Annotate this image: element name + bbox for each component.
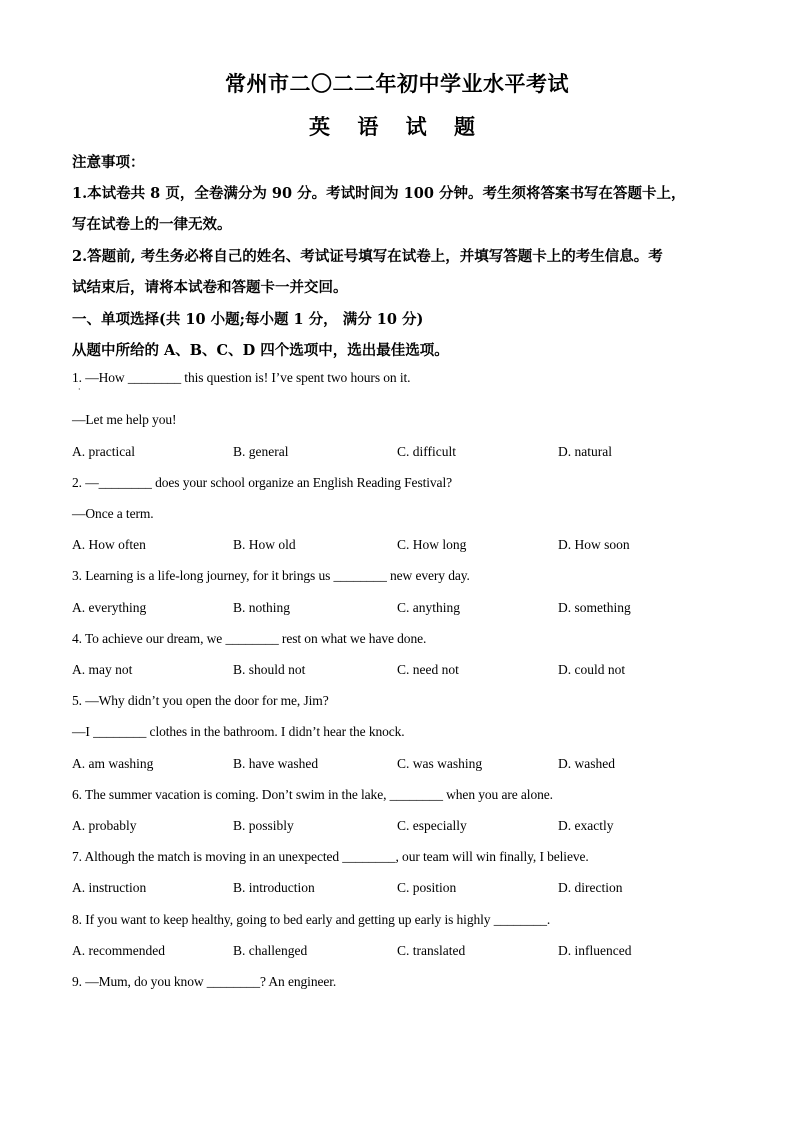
question-1-text: 1. —How ________ this question is! I’ve spent two hours on it. [72,370,411,385]
question-3-option-d: D. something [558,600,631,615]
question-4-option-d: D. could not [558,662,626,677]
question-6-option-d: D. exactly [558,818,614,833]
question-2-option-a: A. How often [72,537,146,552]
question-8-option-a: A. recommended [72,943,165,958]
question-2-reply: —Once a term. [72,506,154,521]
question-6-option-a: A. probably [72,818,137,833]
question-8-option-c: C. translated [397,943,466,958]
question-1-option-a: A. practical [72,444,135,459]
notes-item-1-line-2: 写在试卷上的一律无效。 [72,216,232,233]
question-3-option-b: B. nothing [233,600,291,615]
section-heading: 一、单项选择(共 10 小题;每小题 1 分， 满分 10 分) [72,311,424,328]
question-5-option-d: D. washed [558,756,615,771]
section-instruction: 从题中所给的 A、B、C、D 四个选项中，选出最佳选项。 [72,342,449,359]
question-5-option-b: B. have washed [233,756,319,771]
question-1-reply: —Let me help you! [72,412,177,427]
question-6-text: 6. The summer vacation is coming. Don’t swim in the lake, ________ when you are alone. [72,787,553,802]
question-2-text: 2. —________ does your school organize an English Reading Festival? [72,475,452,490]
question-6-option-b: B. possibly [233,818,294,833]
question-3-text: 3. Learning is a life-long journey, for it brings us ________ new every day. [72,568,470,583]
notes-item-2-line-1: 2.答题前, 考生务必将自己的姓名、考试证号填写在试卷上，并填写答题卡上的考生信息。考 [72,248,663,265]
question-5-text: 5. —Why didn’t you open the door for me, Jim? [72,693,329,708]
question-7-option-b: B. introduction [233,880,315,895]
question-1-dot-mark: · [78,385,81,394]
question-6-option-c: C. especially [397,818,467,833]
question-7-option-a: A. instruction [72,880,147,895]
question-9-text: 9. —Mum, do you know ________? An engineer. [72,974,337,989]
question-2-option-b: B. How old [233,537,296,552]
question-4-text: 4. To achieve our dream, we ________ rest on what we have done. [72,631,427,646]
question-4-option-a: A. may not [72,662,133,677]
question-1-option-c: C. difficult [397,444,456,459]
question-2-option-d: D. How soon [558,537,630,552]
question-5-reply: —I ________ clothes in the bathroom. I didn’t hear the knock. [72,724,405,739]
question-7-text: 7. Although the match is moving in an unexpected ________, our team will win finally, I believe. [72,849,589,864]
question-5-option-a: A. am washing [72,756,154,771]
question-8-option-d: D. influenced [558,943,632,958]
notes-heading: 注意事项： [72,154,145,171]
subject-title: 英 语 试 题 [309,114,485,139]
question-3-option-a: A. everything [72,600,147,615]
question-2-option-c: C. How long [397,537,467,552]
question-7-option-c: C. position [397,880,457,895]
question-1-option-d: D. natural [558,444,612,459]
notes-item-2-line-2: 试结束后，请将本试卷和答题卡一并交回。 [72,279,348,296]
question-8-option-b: B. challenged [233,943,308,958]
question-8-text: 8. If you want to keep healthy, going to bed early and getting up early is highly ________. [72,912,551,927]
question-4-option-c: C. need not [397,662,459,677]
exam-title: 常州市二〇二二年初中学业水平考试 [225,71,569,96]
question-5-option-c: C. was washing [397,756,483,771]
notes-item-1-line-1: 1.本试卷共 8 页，全卷满分为 90 分。考试时间为 100 分钟。考生须将答案书写在答题卡上， [72,185,686,202]
question-1-option-b: B. general [233,444,289,459]
question-7-option-d: D. direction [558,880,623,895]
question-4-option-b: B. should not [233,662,306,677]
question-3-option-c: C. anything [397,600,460,615]
